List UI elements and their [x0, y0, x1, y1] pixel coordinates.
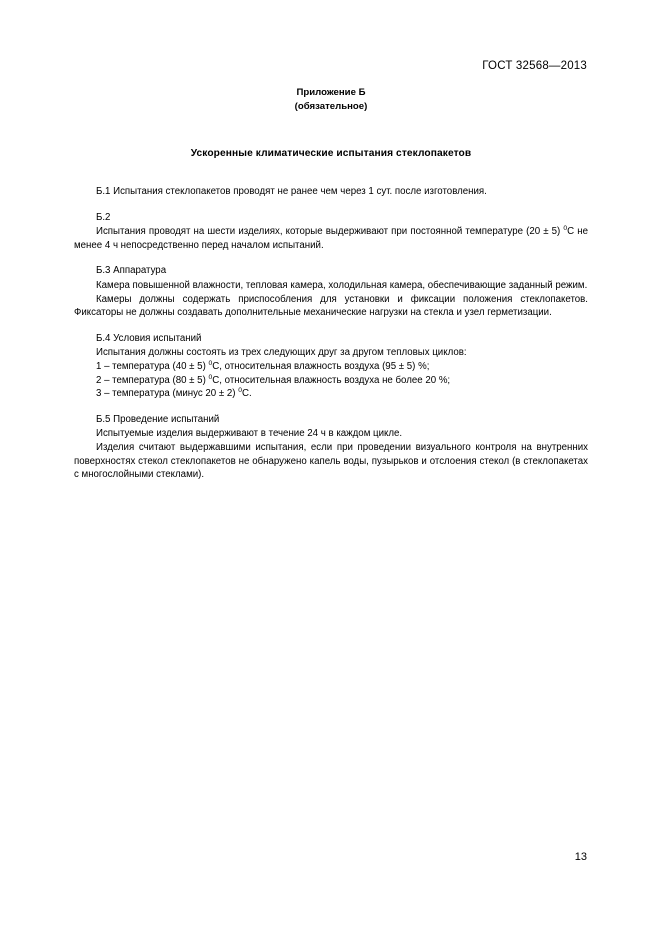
- page-number: 13: [574, 851, 587, 863]
- section-b1: [74, 185, 588, 199]
- section-b3-line-1: Камера повышенной влажности, тепловая камера, холодильная камера, обеспечивающие заданный режим.: [96, 279, 588, 291]
- section-b3-heading: Б.3 Аппаратура: [96, 265, 167, 277]
- section-b4-line-1: Испытания должны состоять из трех следующих друг за другом тепловых циклов:: [96, 347, 467, 359]
- section-b3-line-2: Камеры должны содержать приспособления для установки и фиксации положения стеклопакетов. Фиксаторы не должны создавать дополнительные механические нагрузки на стекла и узел герметизации.: [74, 293, 588, 319]
- appendix-label: Приложение Б: [296, 87, 366, 98]
- section-b5-line-1: Испытуемые изделия выдерживают в течение 24 ч в каждом цикле.: [96, 428, 403, 440]
- section-b1-line-1: Б.1 Испытания стеклопакетов проводят не ранее чем через 1 сут. после изготовления.: [96, 186, 487, 197]
- section-b4-line-2: 1 – температура (40 ± 5) $^0$С, относительная влажность воздуха (95 ± 5) %;: [96, 359, 430, 372]
- section-b4: [74, 332, 588, 401]
- section-b4-heading: Б.4 Условия испытаний: [96, 332, 202, 344]
- page-title: Ускоренные климатические испытания стеклопакетов: [190, 148, 472, 159]
- section-b5-heading: Б.5 Проведение испытаний: [96, 413, 220, 425]
- section-b3: [74, 264, 588, 319]
- appendix-kind: (обязательное): [294, 100, 368, 112]
- section-b4-line-4: 3 – температура (минус 20 ± 2) $^0$С.: [96, 386, 252, 400]
- section-b5-line-2: Изделия считают выдержавшими испытания, если при проведении визуального контроля на внутренних поверхностях стекол стеклопакетов не обнаружено капель воды, пузырьков и отслоения стекол (в стеклопакетах с многослойными стеклами).: [74, 441, 588, 481]
- section-b2-line-1: Испытания проводят на шести изделиях, которые выдерживают при постоянной температуре (20 ± 5) $^0$С не менее 4 ч непосредственно перед началом испытаний.: [74, 224, 588, 251]
- section-b4-line-3: 2 – температура (80 ± 5) $^0$С, относительная влажность воздуха не более 20 %;: [96, 373, 451, 386]
- section-b5: [74, 413, 588, 482]
- page-content: [74, 86, 588, 482]
- section-b2-heading: Б.2: [96, 211, 111, 223]
- page-header-standard-number: ГОСТ 32568—2013: [482, 60, 587, 72]
- section-b2: [74, 211, 588, 253]
